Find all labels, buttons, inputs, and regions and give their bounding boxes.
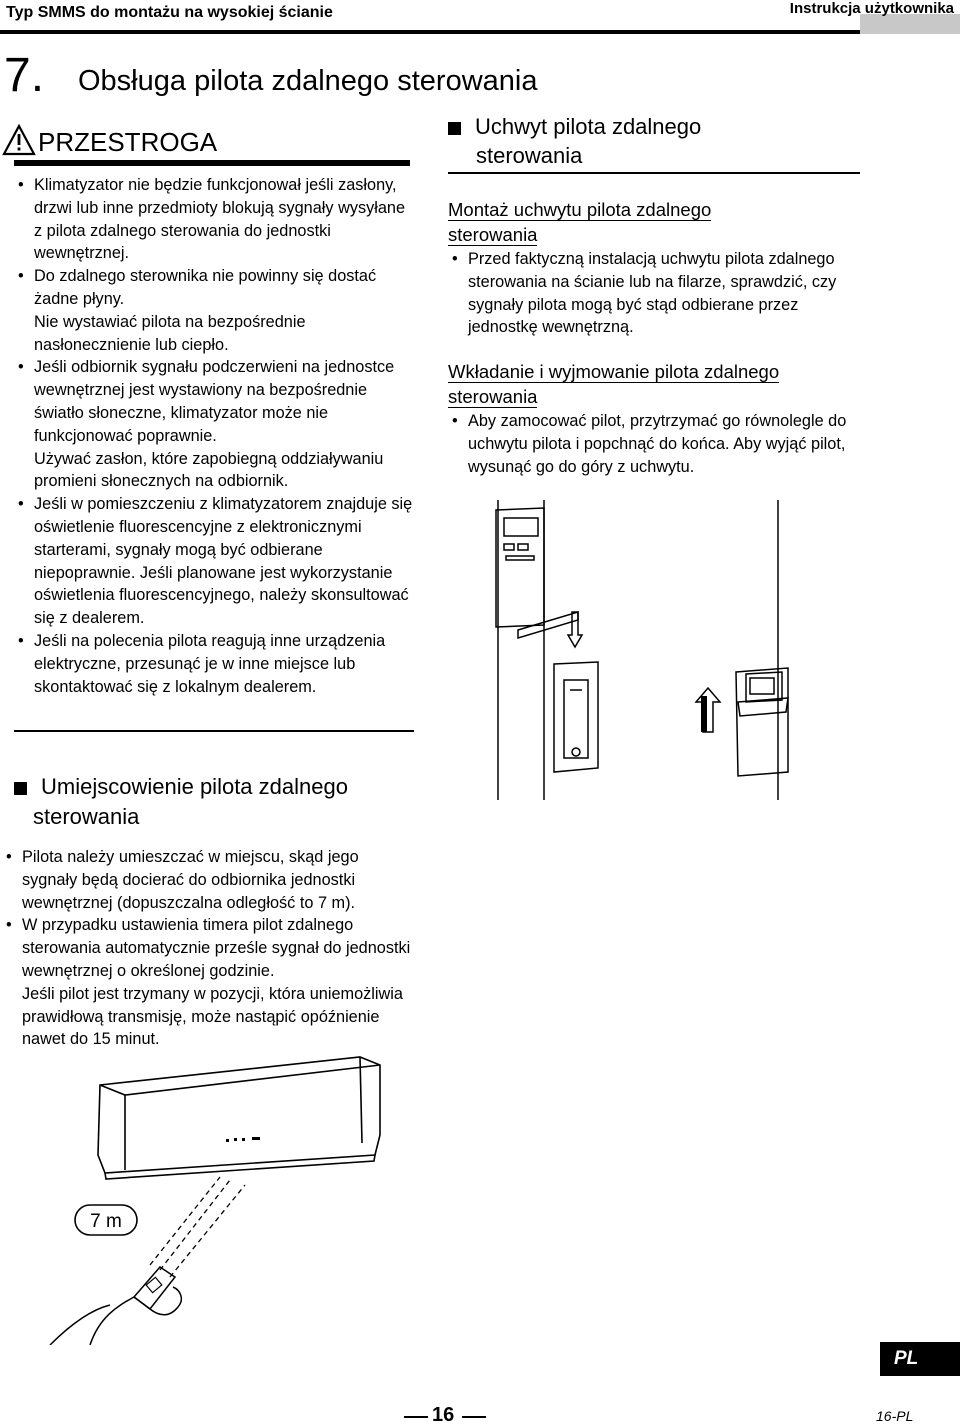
placement-heading-line1: Umiejscowienie pilota zdalnego — [41, 774, 348, 799]
insert-subheading-line2: sterowania — [448, 386, 538, 407]
holder-heading-line2: sterowania — [476, 143, 583, 168]
header-gray-bar — [860, 14, 960, 34]
header-right-title: Instrukcja użytkownika — [789, 0, 954, 17]
placement-item — [2, 914, 412, 1051]
mount-subheading-line1: Montaż uchwytu pilota zdalnego — [448, 199, 712, 220]
placement-heading-line2: sterowania — [33, 804, 140, 829]
placement-list — [2, 846, 412, 1051]
page-code: 16-PL — [876, 1408, 914, 1424]
section-title: Obsługa pilota zdalnego sterowania — [78, 65, 538, 97]
square-bullet-icon — [448, 122, 461, 135]
holder-heading — [448, 112, 868, 170]
caution-title: PRZESTROGA — [38, 127, 218, 157]
caution-item-text: • Klimatyzator nie będzie funkcjonował jeśli zasłony, drzwi lub inne przedmioty blokują sygnały wysyłane z pilota zdalnego sterowania do jednostki wewnętrznej. — [34, 176, 406, 263]
caution-item — [14, 174, 414, 265]
caution-item-text: • Jeśli w pomieszczeniu z klimatyzatorem znajduje się oświetlenie fluorescencyjne z elektronicznymi starterami, sygnały mogą być odbierane niepoprawnie. Jeśli planowane jest wykorzystanie oświetlenia fluorescencyjnego, należy skonsultować się z dealerem. — [34, 495, 413, 628]
insert-item-text: • Aby zamocować pilot, przytrzymać go równolegle do uchwytu pilota i popchnąć do końca. Aby wyjąć pilot, wysunąć go do góry z uchwytu. — [468, 412, 847, 476]
header-left-title: Typ SMMS do montażu na wysokiej ścianie — [6, 4, 333, 21]
holder-heading-line1: Uchwyt pilota zdalnego — [475, 114, 702, 139]
language-badge: PL — [880, 1342, 960, 1376]
caution-item-text: Używać zasłon, które zapobiegną oddziaływaniu promieni słonecznych na odbiornik. — [34, 449, 384, 491]
placement-heading — [14, 772, 424, 832]
insert-item — [448, 410, 868, 478]
insert-subheading — [448, 359, 868, 409]
page-number-dash-right — [462, 1416, 486, 1418]
caution-item — [14, 265, 414, 356]
placement-item — [2, 846, 412, 914]
placement-item-text: • W przypadku ustawienia timera pilot zdalnego sterowania automatycznie prześle sygnał do jednostki wewnętrznej o określonej godzinie. — [22, 916, 411, 980]
placement-item-text: • Pilota należy umieszczać w miejscu, skąd jego sygnały będą docierać do odbiornika jednostki wewnętrznej (dopuszczalna odległość to 7 m). — [22, 848, 359, 912]
insert-list — [448, 410, 868, 478]
mount-list — [448, 248, 868, 339]
placement-item-text: Jeśli pilot jest trzymany w pozycji, która uniemożliwia prawidłową transmisję, może nastąpić opóźnienie nawet do 15 minut. — [22, 984, 403, 1049]
caution-list — [14, 174, 414, 698]
page-number: 16 — [432, 1404, 455, 1426]
caution-item-text: • Do zdalnego sterownika nie powinny się dostać żadne płyny. — [34, 267, 377, 308]
distance-label: 7 m — [90, 1211, 122, 1232]
indoor-unit-remote-illustration — [30, 1055, 410, 1345]
caution-item-text: Nie wystawiać pilota na bezpośrednie nasłonecznienie lub ciepło. — [34, 312, 306, 354]
caution-item — [14, 356, 414, 493]
caution-rule — [14, 160, 410, 166]
holder-rule — [448, 172, 860, 174]
page-number-dash-left — [404, 1416, 428, 1418]
mount-item — [448, 248, 868, 339]
caution-item — [14, 493, 414, 630]
remote-holder-illustration — [488, 500, 808, 800]
mount-subheading — [448, 197, 868, 247]
warning-triangle-icon — [2, 124, 36, 156]
section-number: 7. — [4, 49, 45, 102]
square-bullet-icon — [14, 782, 27, 795]
caution-item-text: • Jeśli na polecenia pilota reagują inne urządzenia elektryczne, przesunąć je w inne miejsce lub skontaktować się z lokalnym dealerem. — [34, 631, 386, 696]
mount-subheading-line2: sterowania — [448, 224, 538, 245]
caution-end-rule — [14, 730, 414, 732]
insert-subheading-line1: Wkładanie i wyjmowanie pilota zdalnego — [448, 361, 780, 382]
mount-item-text: • Przed faktyczną instalacją uchwytu pilota zdalnego sterowania na ścianie lub na filarze, sprawdzić, czy sygnały pilota mogą być stąd odbierane przez jednostkę wewnętrzną. — [468, 250, 837, 337]
caution-item-text: • Jeśli odbiornik sygnału podczerwieni na jednostce wewnętrznej jest wystawiony na bezpośrednie światło słoneczne, klimatyzator może nie funkcjonować poprawnie. — [34, 358, 395, 445]
caution-item — [14, 630, 414, 698]
header-rule — [0, 30, 860, 34]
